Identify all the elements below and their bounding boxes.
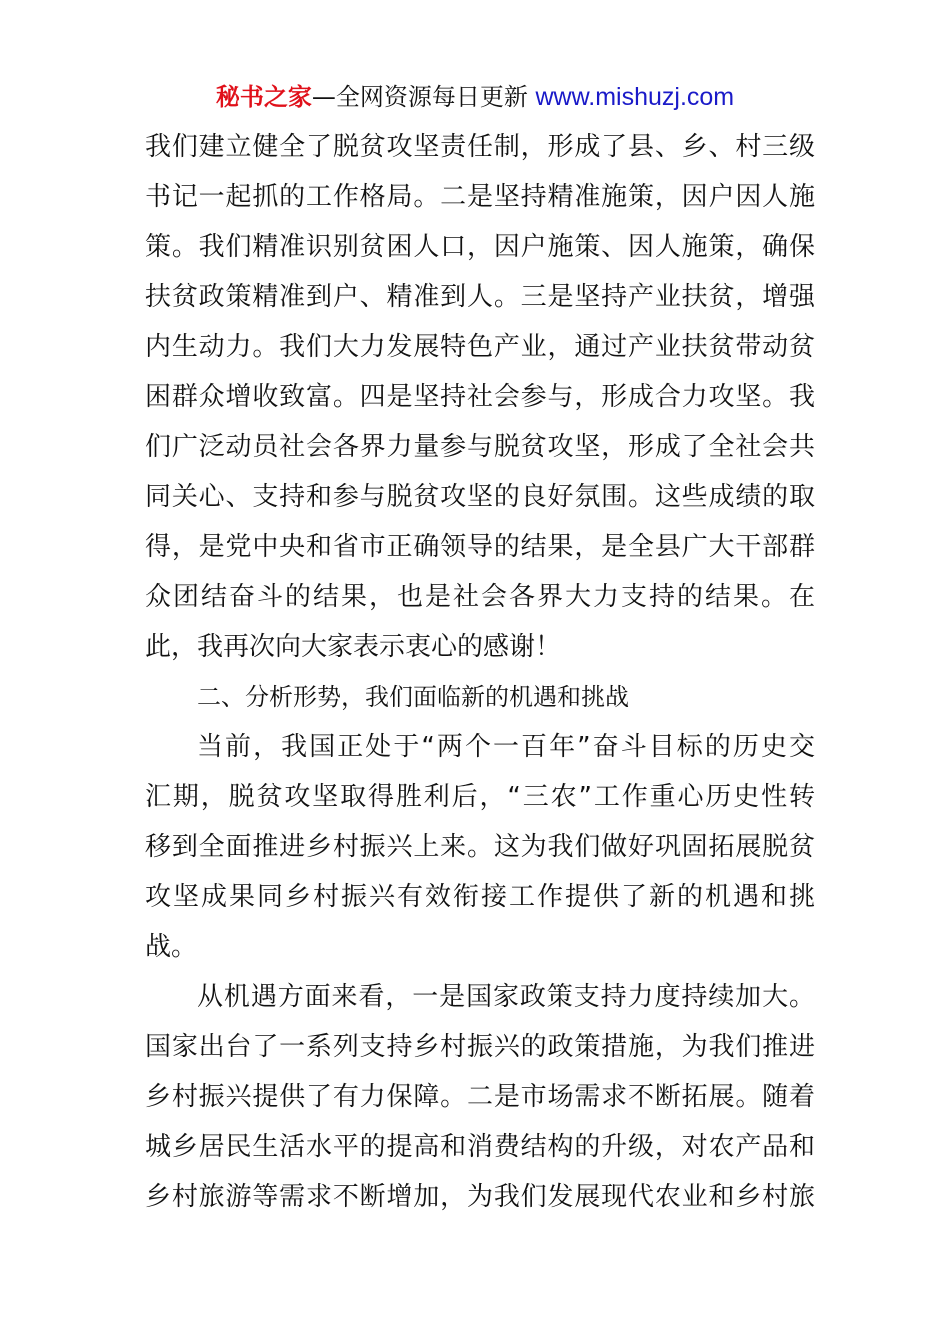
text-line: 众团结奋斗的结果，也是社会各界大力支持的结果。在: [145, 582, 815, 612]
header-tagline: —全网资源每日更新: [311, 83, 528, 111]
text-line: 国家出台了一系列支持乡村振兴的政策措施，为我们推进: [145, 1032, 815, 1062]
text-line: 同关心、支持和参与脱贫攻坚的良好氛围。这些成绩的取: [145, 482, 815, 512]
page-header: [0, 80, 950, 114]
document-body: [145, 122, 815, 1222]
text-line: 困群众增收致富。四是坚持社会参与，形成合力攻坚。我: [145, 382, 815, 412]
text-line: 汇期，脱贫攻坚取得胜利后，“三农”工作重心历史性转: [145, 782, 815, 812]
text-line: 此，我再次向大家表示衷心的感谢！: [145, 632, 562, 662]
text-line: 我们建立健全了脱贫攻坚责任制，形成了县、乡、村三级: [145, 132, 815, 162]
text-line: 攻坚成果同乡村振兴有效衔接工作提供了新的机遇和挑: [145, 882, 815, 912]
site-url[interactable]: www.mishuzj.com: [535, 83, 735, 111]
brand-name: 秘书之家: [215, 83, 312, 111]
text-line: 得，是党中央和省市正确领导的结果，是全县广大干部群: [145, 532, 815, 562]
text-line: 书记一起抓的工作格局。二是坚持精准施策，因户因人施: [145, 182, 815, 212]
text-line: 移到全面推进乡村振兴上来。这为我们做好巩固拓展脱贫: [145, 832, 815, 862]
text-line: 从机遇方面来看，一是国家政策支持力度持续加大。: [197, 982, 815, 1012]
text-line: 乡村振兴提供了有力保障。二是市场需求不断拓展。随着: [145, 1082, 815, 1112]
section-heading: 二、分析形势，我们面临新的机遇和挑战: [197, 683, 629, 711]
text-line: 策。我们精准识别贫困人口，因户施策、因人施策，确保: [145, 232, 815, 262]
text-line: 战。: [145, 932, 198, 962]
text-line: 们广泛动员社会各界力量参与脱贫攻坚，形成了全社会共: [145, 432, 815, 462]
text-line: 城乡居民生活水平的提高和消费结构的升级，对农产品和: [145, 1132, 815, 1162]
text-line: 当前，我国正处于“两个一百年”奋斗目标的历史交: [197, 732, 815, 762]
text-line: 乡村旅游等需求不断增加，为我们发展现代农业和乡村旅: [145, 1182, 815, 1212]
text-line: 内生动力。我们大力发展特色产业，通过产业扶贫带动贫: [145, 332, 815, 362]
text-line: 扶贫政策精准到户、精准到人。三是坚持产业扶贫，增强: [145, 282, 815, 312]
